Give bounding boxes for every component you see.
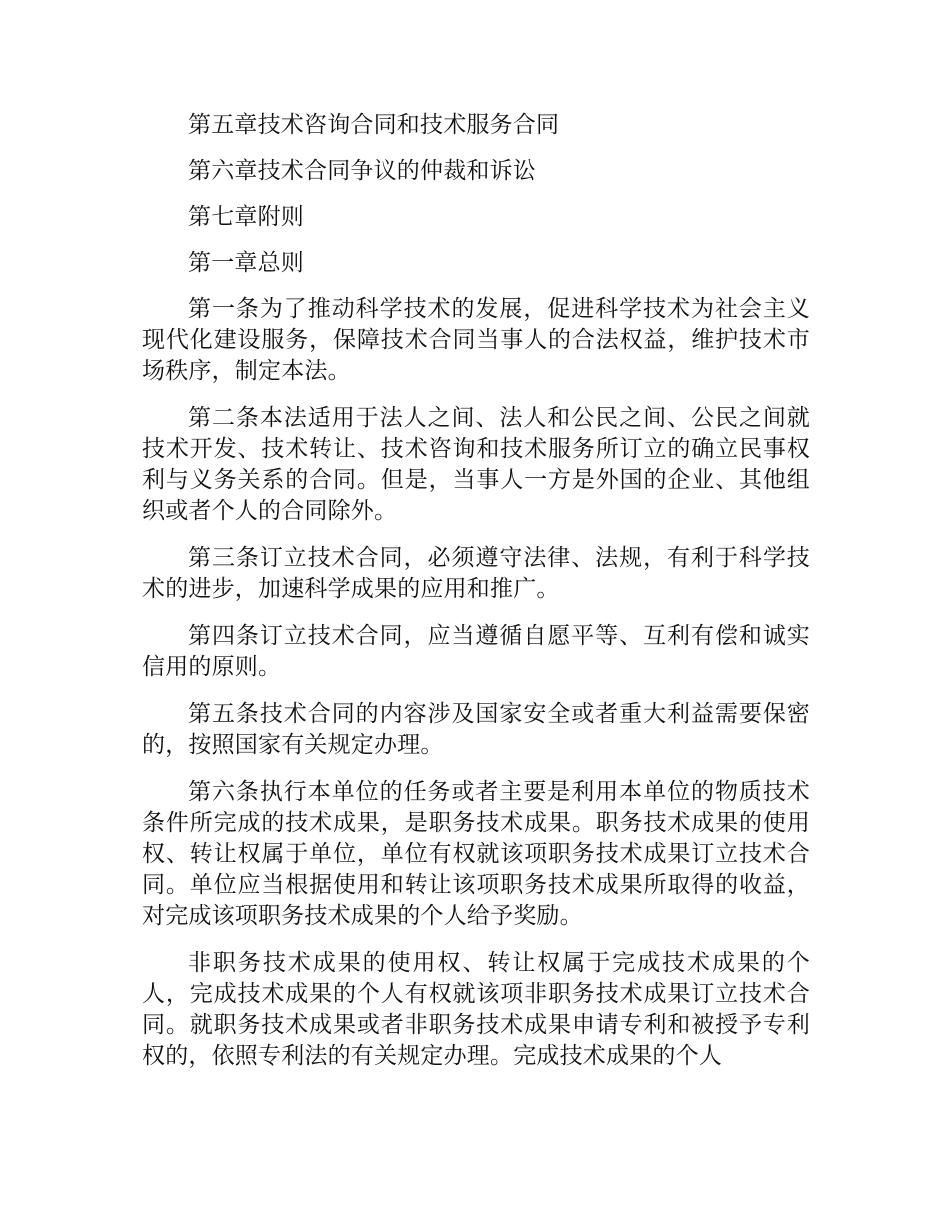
article-4: 第四条订立技术合同，应当遵循自愿平等、互利有偿和诚实信用的原则。 [142, 623, 810, 680]
article-2: 第二条本法适用于法人之间、法人和公民之间、公民之间就技术开发、技术转让、技术咨询和技术服务所订立的确立民事权利与义务关系的合同。但是，当事人一方是外国的企业、其他组织或者个人的合同除外。 [142, 405, 810, 524]
chapter-heading: 第六章技术合同争议的仲裁和诉讼 [188, 158, 536, 184]
article-6-continued: 非职务技术成果的使用权、转让权属于完成技术成果的个人，完成技术成果的个人有权就该项非职务技术成果订立技术合同。就职务技术成果或者非职务技术成果申请专利和被授予专利权的，依照专利法的有关规定办理。完成技术成果的个人 [142, 950, 810, 1069]
chapter-heading: 第五章技术咨询合同和技术服务合同 [188, 112, 560, 138]
article-5: 第五条技术合同的内容涉及国家安全或者重大利益需要保密的，按照国家有关规定办理。 [142, 701, 810, 758]
chapter-heading: 第一章总则 [188, 250, 304, 276]
article-1: 第一条为了推动科学技术的发展，促进科学技术为社会主义现代化建设服务，保障技术合同当事人的合法权益，维护技术市场秩序，制定本法。 [142, 296, 810, 384]
chapter-heading: 第七章附则 [188, 204, 304, 230]
article-6: 第六条执行本单位的任务或者主要是利用本单位的物质技术条件所完成的技术成果，是职务技术成果。职务技术成果的使用权、转让权属于单位，单位有权就该项职务技术成果订立技术合同。单位应当根据使用和转让该项职务技术成果所取得的收益，对完成该项职务技术成果的个人给予奖励。 [142, 779, 810, 929]
article-3: 第三条订立技术合同，必须遵守法律、法规，有利于科学技术的进步，加速科学成果的应用和推广。 [142, 545, 810, 602]
document-body [142, 110, 810, 1088]
